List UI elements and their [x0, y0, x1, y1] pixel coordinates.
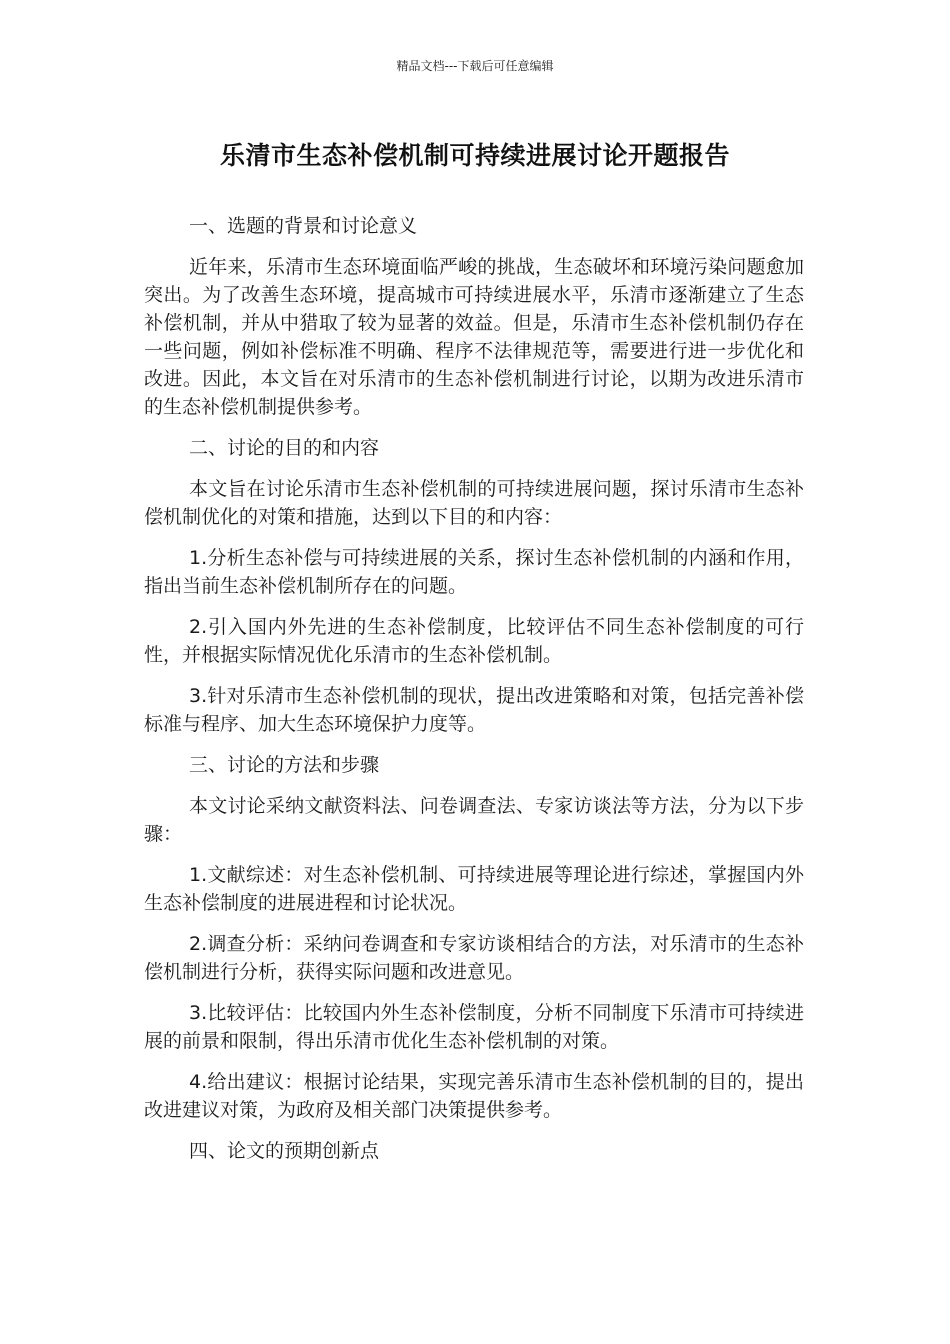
document-title: 乐清市生态补偿机制可持续进展讨论开题报告 [219, 141, 730, 170]
section-heading-innovation: 四、论文的预期创新点 [189, 1140, 380, 1162]
paragraph-methods-intro: 本文讨论采纳文献资料法、问卷调查法、专家访谈法等方法，分为以下步骤： [144, 795, 804, 845]
section-heading-background: 一、选题的背景和讨论意义 [189, 215, 418, 237]
list-item-purpose-3: 3.针对乐清市生态补偿机制的现状，提出改进策略和对策，包括完善补偿标准与程序、加大生态环境保护力度等。 [144, 685, 804, 735]
paragraph-background: 近年来，乐清市生态环境面临严峻的挑战，生态破坏和环境污染问题愈加突出。为了改善生态环境，提高城市可持续进展水平，乐清市逐渐建立了生态补偿机制，并从中猎取了较为显著的效益。但是，乐清市生态补偿机制仍存在一些问题，例如补偿标准不明确、程序不法律规范等，需要进行进一步优化和改进。因此，本文旨在对乐清市的生态补偿机制进行讨论，以期为改进乐清市的生态补偿机制提供参考。 [144, 256, 804, 418]
page-header-note: 精品文档---下载后可任意编辑 [396, 59, 554, 73]
list-item-methods-4: 4.给出建议：根据讨论结果，实现完善乐清市生态补偿机制的目的，提出改进建议对策，为政府及相关部门决策提供参考。 [144, 1071, 804, 1121]
list-item-methods-2: 2.调查分析：采纳问卷调查和专家访谈相结合的方法，对乐清市的生态补偿机制进行分析，获得实际问题和改进意见。 [144, 933, 804, 983]
list-item-methods-3: 3.比较评估：比较国内外生态补偿制度，分析不同制度下乐清市可持续进展的前景和限制，得出乐清市优化生态补偿机制的对策。 [144, 1002, 804, 1052]
document-body [144, 212, 804, 1178]
list-item-purpose-1: 1.分析生态补偿与可持续进展的关系，探讨生态补偿机制的内涵和作用，指出当前生态补偿机制所存在的问题。 [144, 547, 804, 597]
section-heading-purpose: 二、讨论的目的和内容 [189, 437, 380, 459]
list-item-purpose-2: 2.引入国内外先进的生态补偿制度，比较评估不同生态补偿制度的可行性，并根据实际情况优化乐清市的生态补偿机制。 [144, 616, 804, 666]
section-heading-methods: 三、讨论的方法和步骤 [189, 754, 380, 776]
paragraph-purpose-intro: 本文旨在讨论乐清市生态补偿机制的可持续进展问题，探讨乐清市生态补偿机制优化的对策和措施，达到以下目的和内容： [144, 478, 804, 528]
list-item-methods-1: 1.文献综述：对生态补偿机制、可持续进展等理论进行综述，掌握国内外生态补偿制度的进展进程和讨论状况。 [144, 864, 804, 914]
